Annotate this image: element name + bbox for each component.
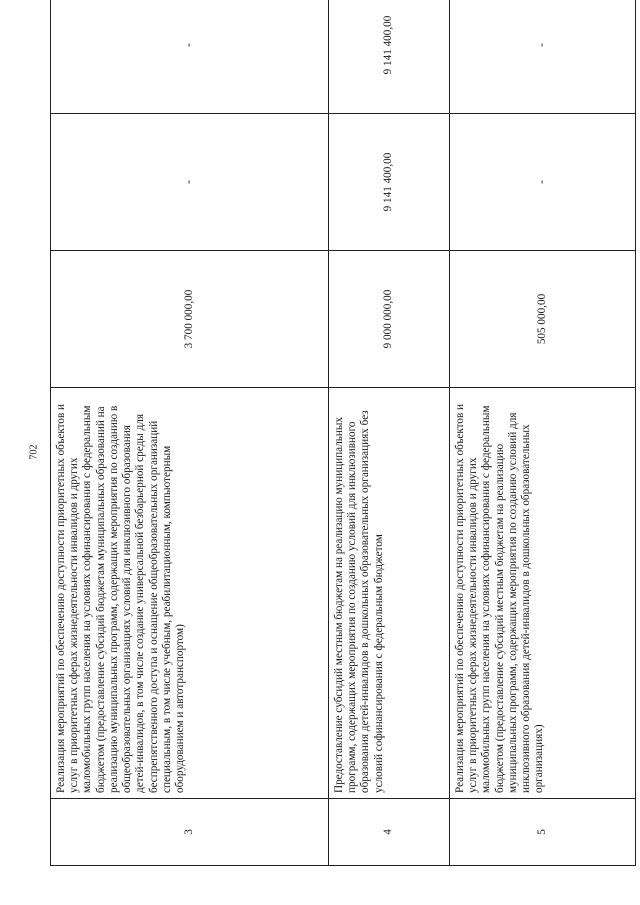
row-description: Реализация мероприятий по обеспечению доступности приоритетных объектов и услуг в приоритетных сферах жизнедеятельности инвалидов и других маломобильных групп населения на условиях софинансирования с федеральным бюджетом (предоставление субсидий бюджетам муниципальных образований на реализацию муниципальных программ, содержащих мероприятия по созданию в общеобразовательных организациях условий для инклюзивного образования детей-инвалидов, в том числе создание универсальной безбарьерной среды для беспрепятственного доступа и оснащение общеобразовательных организаций специальным, в том числе учебным, реабилитационным, компьютерным оборудованием и автотранспортом) [51,388,329,799]
row-number: 5 [450,799,636,866]
table-row [329,0,450,866]
amount-col1: 9 000 000,00 [329,251,450,388]
table-row [450,0,636,866]
table-row [51,0,329,866]
amount-col2: - [450,114,636,251]
rotated-table-wrapper [50,15,616,866]
page-number: 702 [28,444,40,460]
amount-col3: 9 141 400,00 [329,0,450,114]
amount-col2: - [51,114,329,251]
row-number: 4 [329,799,450,866]
amount-col3: - [450,0,636,114]
amount-col1: 505 000,00 [450,251,636,388]
row-description: Предоставление субсидий местным бюджетам на реализацию муниципальных программ, содержащих мероприятия по созданию условий для инклюзивного образования детей-инвалидов в дошкольных образовательных организациях без условий софинансирования с федеральным бюджетом [329,388,450,799]
row-number: 3 [51,799,329,866]
row-description: Реализация мероприятий по обеспечению доступности приоритетных объектов и услуг в приоритетных сферах жизнедеятельности инвалидов и других маломобильных групп населения на условиях софинансирования с федеральным бюджетом (предоставление субсидий местным бюджетам на реализацию муниципальных программ, содержащих мероприятия по созданию условий для инклюзивного образования детей-инвалидов в дошкольных образовательных организациях) [450,388,636,799]
budget-table [50,0,636,866]
amount-col2: 9 141 400,00 [329,114,450,251]
amount-col1: 3 700 000,00 [51,251,329,388]
amount-col3: - [51,0,329,114]
